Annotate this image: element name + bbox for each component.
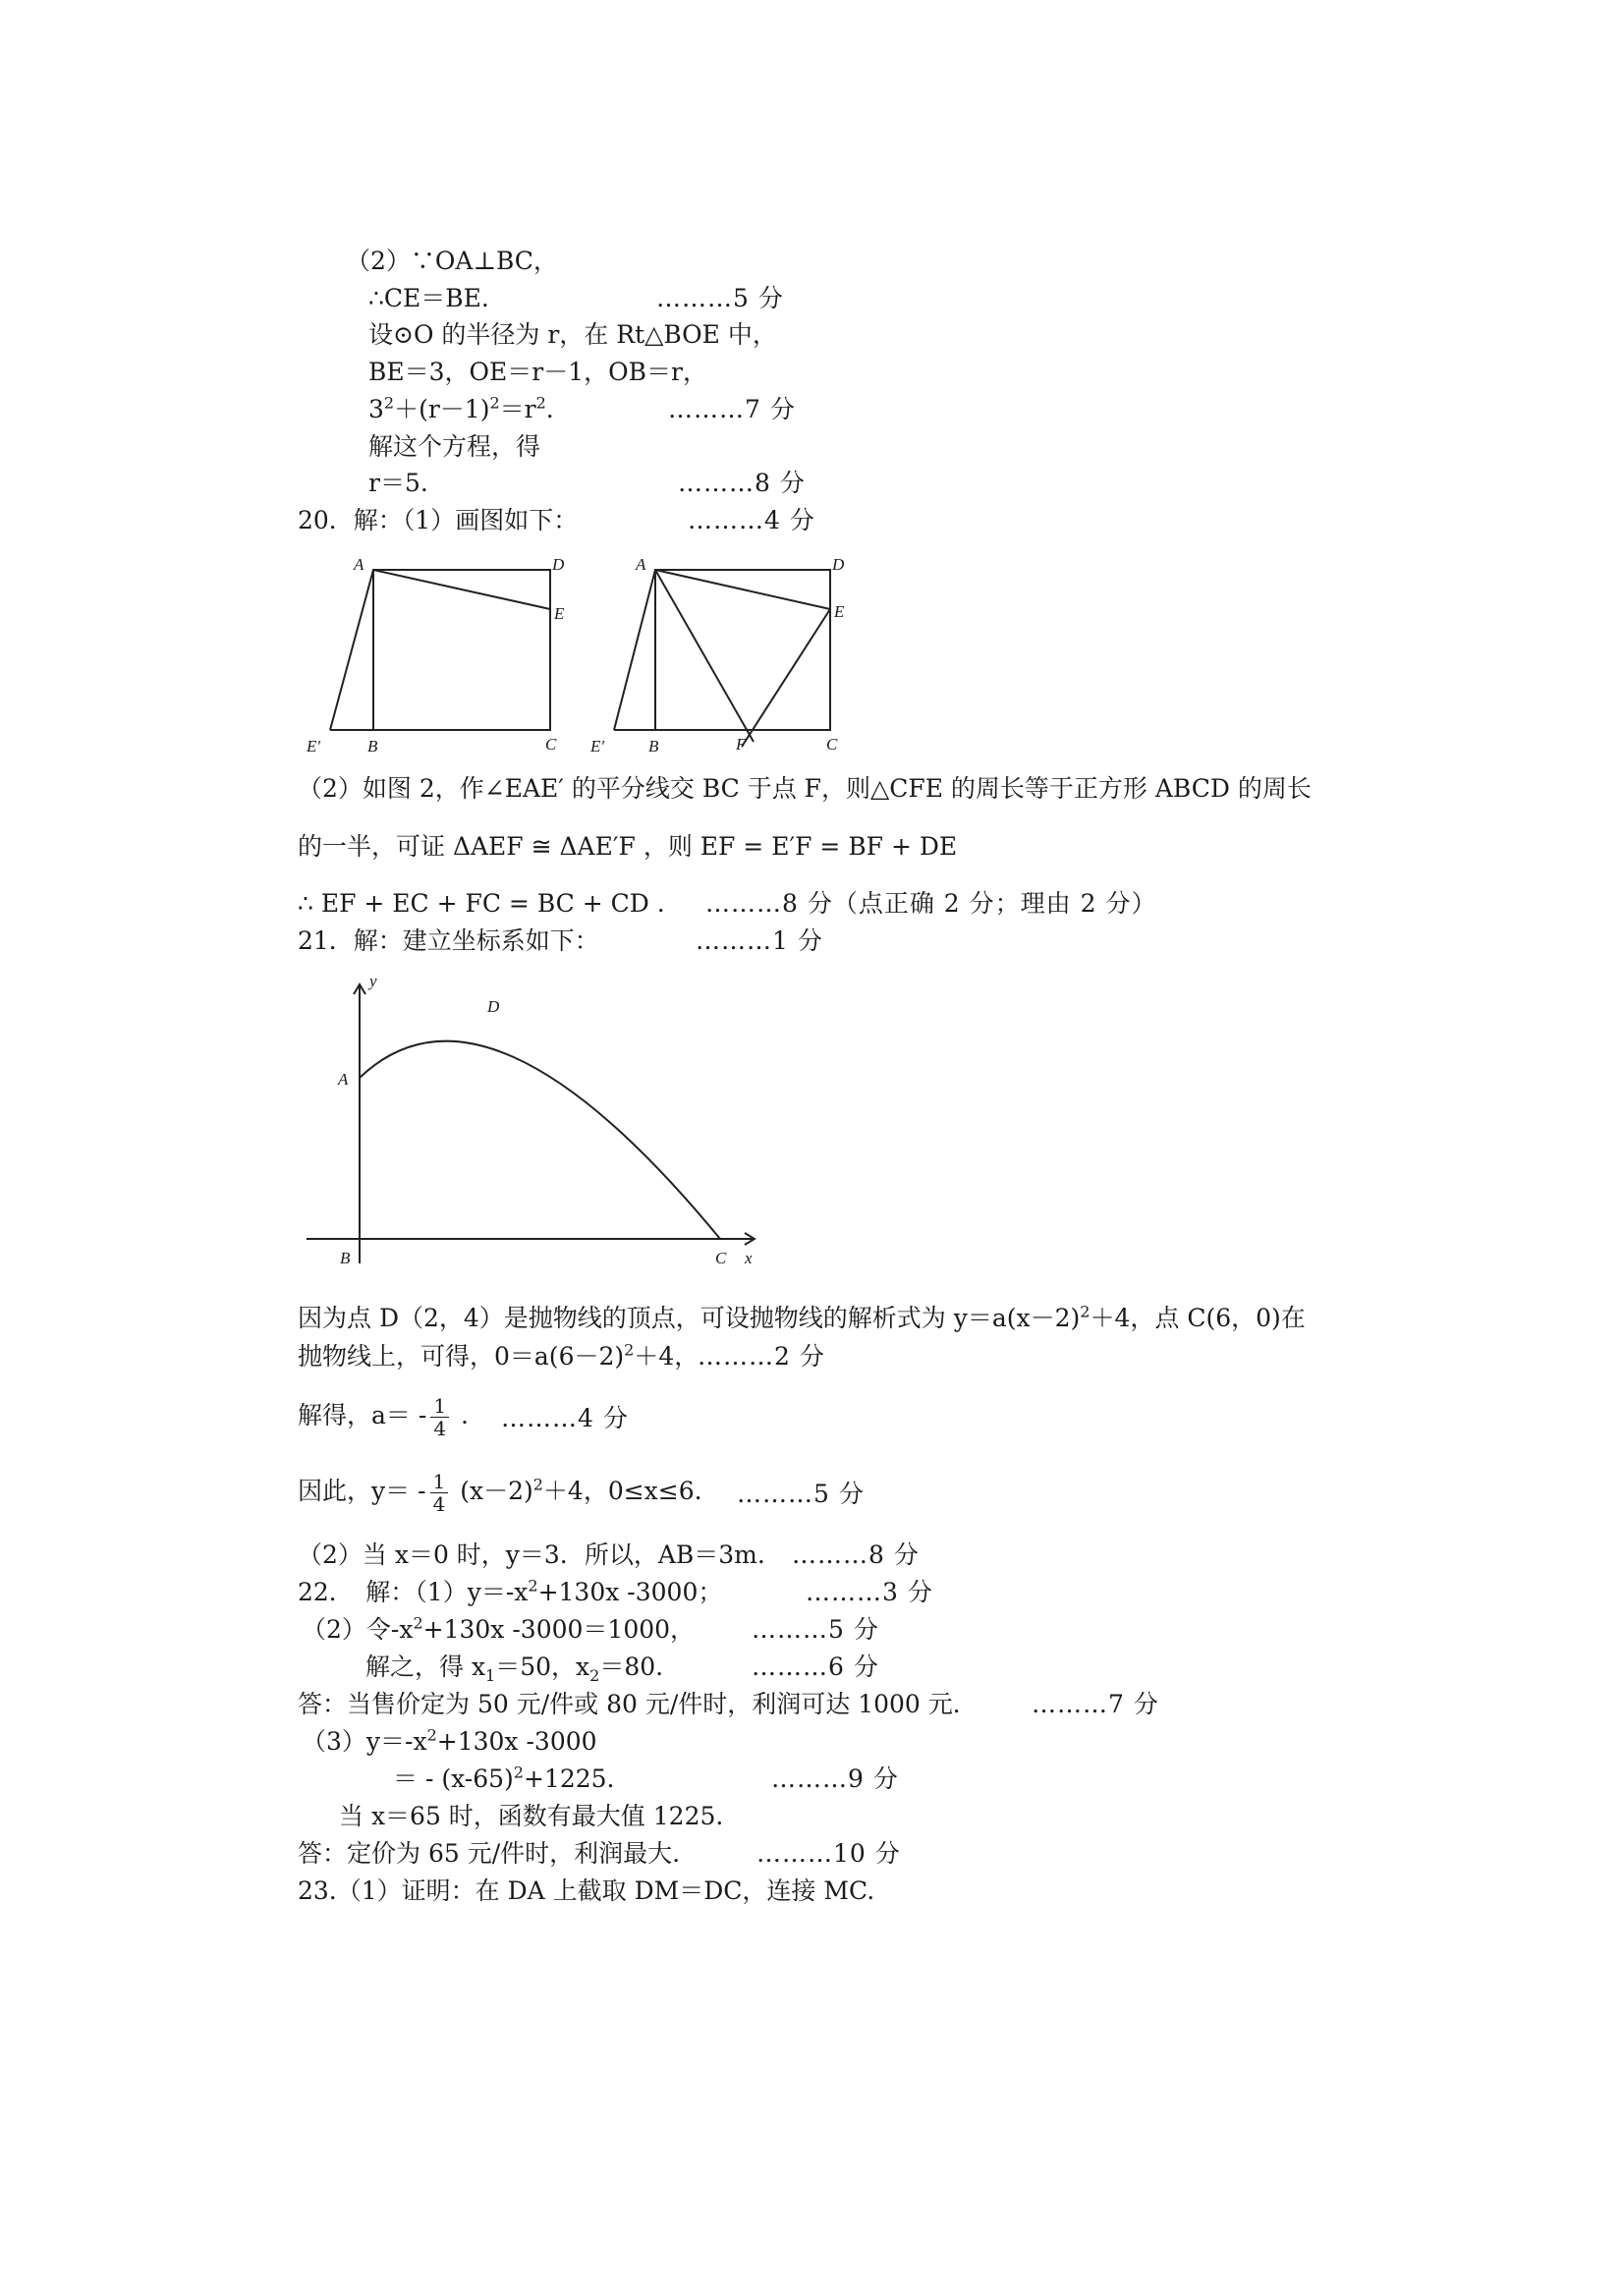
- q21-l2-a: 因为点 D（2，4）是抛物线的顶点，可设抛物线的解析式为 y＝a(x－2): [298, 1304, 1081, 1332]
- fig1-label-E: E: [554, 604, 565, 623]
- fig2-label-F: F: [736, 735, 747, 754]
- q21-l2-b: ＋4，点 C(6，0)在: [1090, 1304, 1306, 1332]
- q22-score-7: ………7 分: [1032, 1690, 1159, 1718]
- q19-eq-a: 3: [368, 395, 384, 423]
- q21-line-1: 21．解：建立坐标系如下：: [298, 926, 599, 955]
- q21-score-8: ………8 分: [792, 1540, 920, 1569]
- q21-l5-c: ＋4，0≤x≤6.: [542, 1477, 702, 1505]
- q22-l5-sup: 2: [426, 1725, 437, 1745]
- fig1-label-E-prime: E′: [307, 737, 321, 756]
- q22-line-7: 当 x＝65 时，函数有最大值 1225.: [339, 1802, 724, 1830]
- fig2-label-C: C: [826, 735, 838, 754]
- q21-line-4: [298, 1395, 469, 1439]
- q22-line-6: [393, 1764, 615, 1795]
- q22-score-10: ………10 分: [756, 1839, 901, 1868]
- fig2-label-D: D: [832, 555, 845, 574]
- q19-line-4: BE＝3，OE＝r－1，OB＝r，: [368, 358, 707, 386]
- q22-line-8: 答：定价为 65 元/件时，利润最大.: [298, 1839, 681, 1868]
- q21-l5-a: 因此，y＝ -: [298, 1477, 426, 1505]
- q21-l5-sup: 2: [532, 1475, 543, 1494]
- graph-label-x: x: [745, 1249, 753, 1267]
- q22-l6-b: +1225.: [523, 1764, 615, 1793]
- fig2-segment-EF: [742, 609, 830, 747]
- graph-label-A: A: [338, 1070, 349, 1089]
- q19-score-8: ………8 分: [678, 469, 806, 497]
- q22-line-5: [302, 1726, 597, 1758]
- q22-score-3: ………3 分: [806, 1578, 933, 1606]
- q19-eq-sup1: 2: [383, 393, 395, 413]
- fig2-label-A: A: [636, 555, 646, 574]
- fig2-label-B: B: [648, 737, 659, 756]
- fig1-label-C: C: [545, 735, 557, 754]
- q21-score-1: ………1 分: [696, 926, 823, 955]
- fig2-label-E: E: [834, 602, 845, 621]
- graph-label-B: B: [340, 1249, 351, 1267]
- q21-parabola-graph: [295, 973, 786, 1277]
- graph-label-D: D: [487, 997, 500, 1016]
- q19-line-3: 设⊙O 的半径为 r，在 Rt△BOE 中，: [368, 320, 777, 349]
- q22-l3-b: ＝50，x: [495, 1652, 590, 1681]
- graph-label-C: C: [715, 1249, 727, 1267]
- q22-line-2: [302, 1614, 695, 1646]
- q19-eq-sup2: 2: [489, 393, 500, 413]
- q22-l2-sup: 2: [413, 1613, 423, 1633]
- q20-score-4: ………4 分: [688, 506, 815, 534]
- fraction-one-quarter-2: $\frac{1}{4}$: [430, 1471, 449, 1515]
- q19-eq-d: .: [545, 395, 554, 423]
- q22-line-3: [365, 1652, 663, 1683]
- q19-line-2: ∴CE＝BE.: [368, 284, 489, 312]
- parabola-curve: [360, 1041, 720, 1239]
- q21-line-5: [298, 1471, 702, 1515]
- graph-label-y: y: [369, 973, 377, 990]
- q21-l2-sup: 2: [1080, 1302, 1091, 1321]
- fig2-label-E-prime: E′: [590, 737, 605, 756]
- q20-line-4: ∴ EF + EC + FC = BC + CD .: [298, 889, 665, 918]
- q22-score-5: ………5 分: [752, 1615, 879, 1644]
- q20-line-1: 20．解：（1）画图如下：: [298, 506, 579, 534]
- q20-figure-2: [585, 550, 869, 756]
- q22-line-4: 答：当售价定为 50 元/件或 80 元/件时，利润可达 1000 元．: [298, 1690, 978, 1718]
- q21-score-5: ………5 分: [737, 1480, 865, 1508]
- q21-score-4: ………4 分: [501, 1404, 629, 1432]
- fig2-segment-AE: [655, 570, 830, 609]
- fig1-label-B: B: [367, 737, 378, 756]
- fig1-label-D: D: [552, 555, 565, 574]
- q22-l1-b: +130x -3000；: [537, 1578, 723, 1606]
- q19-line-6: 解这个方程，得: [368, 432, 541, 461]
- fraction-one-quarter: $\frac{1}{4}$: [430, 1395, 449, 1439]
- q19-line-1: （2）∵OA⊥BC，: [346, 247, 558, 275]
- q22-l6-a: ＝ - (x-65): [393, 1764, 514, 1793]
- q22-l3-c: ＝80.: [599, 1652, 664, 1681]
- q22-score-9: ………9 分: [771, 1764, 899, 1793]
- q20-line-2: （2）如图 2，作∠EAE′ 的平分线交 BC 于点 F，则△CFE 的周长等于正方形 ABCD 的周长: [298, 774, 1312, 803]
- q21-l4-a: 解得，a＝ -: [298, 1401, 427, 1429]
- q22-l5-b: +130x -3000: [436, 1727, 597, 1756]
- q22-l6-sup: 2: [513, 1763, 524, 1782]
- q21-l3-a: 抛物线上，可得，0＝a(6－2): [298, 1342, 625, 1371]
- q19-line-7: r＝5.: [368, 469, 428, 497]
- q19-score-5: ………5 分: [656, 284, 784, 312]
- q19-eq-sup3: 2: [535, 393, 546, 413]
- q22-l3-sub1: 1: [485, 1666, 496, 1685]
- fig1-segment-AE2: [330, 570, 373, 730]
- fig2-segment-AE2: [614, 570, 655, 730]
- q23-line-1: 23.（1）证明：在 DA 上截取 DM＝DC，连接 MC.: [298, 1876, 875, 1905]
- q19-line-5: [368, 394, 554, 425]
- fig1-segment-AE: [373, 570, 550, 609]
- q22-l3-a: 解之，得 x: [365, 1652, 486, 1681]
- q22-score-6: ………6 分: [752, 1652, 879, 1681]
- q22-l5-a: （3）y＝-x: [302, 1727, 427, 1756]
- q21-score-2: ………2 分: [698, 1342, 825, 1371]
- q21-l3-sup: 2: [624, 1340, 635, 1360]
- q21-line-6: （2）当 x＝0 时，y＝3．所以，AB＝3m.: [298, 1540, 765, 1569]
- q22-l1-a: 22． 解：（1）y＝-x: [298, 1578, 529, 1606]
- q21-l4-b: .: [453, 1401, 469, 1429]
- q22-l2-a: （2）令-x: [302, 1615, 414, 1644]
- q22-line-1: [298, 1577, 722, 1608]
- q21-l5-b: (x－2): [452, 1477, 533, 1505]
- q19-eq-b: ＋(r－1): [394, 395, 490, 423]
- q22-l1-sup: 2: [528, 1576, 538, 1596]
- fig2-segment-AF: [655, 570, 754, 742]
- q20-figure-1: [295, 550, 580, 756]
- q20-score-8: ………8 分（点正确 2 分；理由 2 分）: [705, 889, 1157, 918]
- q20-line-3: 的一半，可证 ΔAEF ≅ ΔAE′F ，则 EF = E′F = BF + DE: [298, 832, 958, 861]
- fig1-label-A: A: [354, 555, 364, 574]
- q22-l3-sub2: 2: [589, 1666, 600, 1685]
- q21-l3-b: ＋4，: [634, 1342, 700, 1371]
- q19-eq-c: ＝r: [499, 395, 536, 423]
- q21-line-2: [298, 1303, 1306, 1334]
- q22-l2-b: +130x -3000＝1000，: [422, 1615, 696, 1644]
- q19-score-7: ………7 分: [668, 395, 796, 423]
- q21-line-3: [298, 1341, 699, 1372]
- fig1-square: [373, 570, 550, 730]
